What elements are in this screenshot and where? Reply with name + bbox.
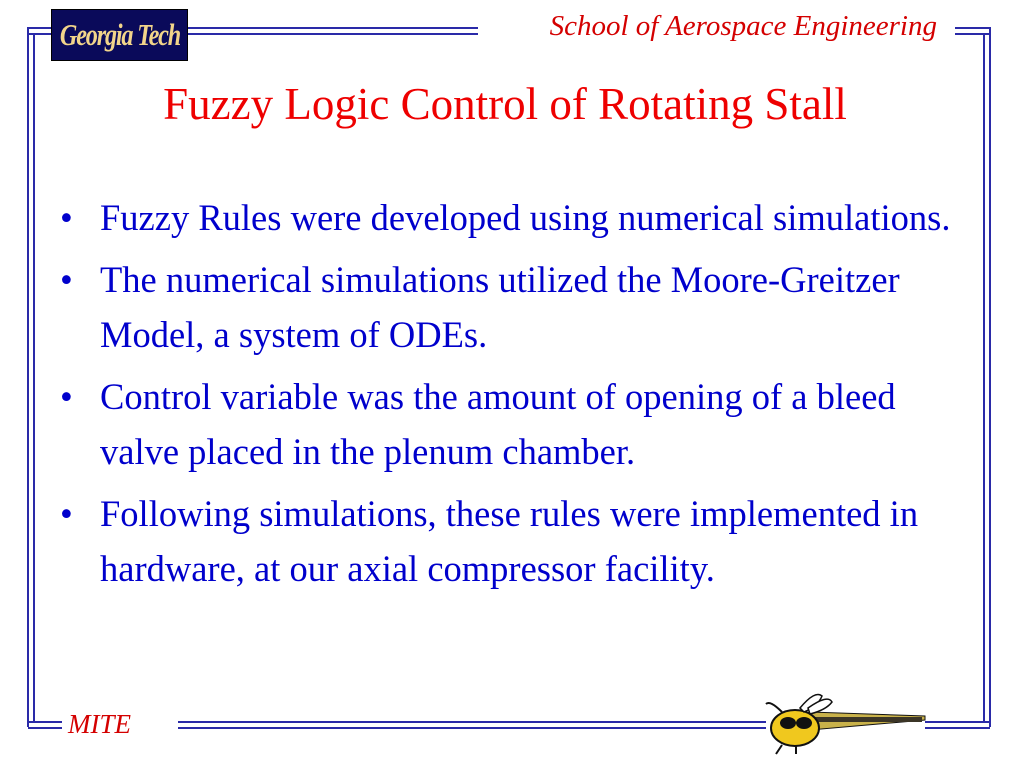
logo-text: Georgia Tech (59, 17, 180, 52)
frame-left-line-2 (33, 33, 35, 723)
frame-bottom-mid-line (178, 721, 766, 723)
footer-label: MITE (62, 709, 137, 740)
frame-top-right-line (955, 27, 990, 29)
bullet-icon: • (60, 376, 73, 417)
frame-bottom-right-line-2 (925, 727, 990, 729)
bullet-icon: • (60, 493, 73, 534)
bullet-item (60, 252, 970, 362)
school-name: School of Aerospace Engineering (544, 10, 943, 43)
frame-bottom-left-line-2 (28, 727, 62, 729)
frame-right-line (989, 27, 991, 727)
slide-title: Fuzzy Logic Control of Rotating Stall (163, 79, 847, 129)
bullet-list (60, 190, 970, 603)
frame-top-left-line (28, 27, 51, 29)
bullet-icon: • (60, 259, 73, 300)
bullet-text: Fuzzy Rules were developed using numerical simulations. (100, 197, 951, 238)
georgia-tech-logo (51, 9, 188, 61)
frame-top-left-line-2 (28, 33, 51, 35)
frame-top-line (186, 27, 478, 29)
bullet-item (60, 486, 970, 596)
yellow-jacket-mascot-icon (760, 690, 930, 755)
bullet-text: Following simulations, these rules were implemented in hardware, at our axial compressor facility. (100, 493, 919, 589)
frame-bottom-right-line (925, 721, 990, 723)
bullet-text: The numerical simulations utilized the Moore-Greitzer Model, a system of ODEs. (100, 259, 900, 355)
bullet-icon: • (60, 197, 73, 238)
frame-bottom-left-line (28, 721, 62, 723)
bullet-text: Control variable was the amount of opening of a bleed valve placed in the plenum chamber. (100, 376, 896, 472)
frame-bottom-mid-line-2 (178, 727, 766, 729)
bullet-item (60, 190, 970, 245)
bullet-item (60, 369, 970, 479)
frame-right-line-2 (983, 33, 985, 723)
frame-left-line (27, 27, 29, 727)
frame-top-line-2 (186, 33, 478, 35)
